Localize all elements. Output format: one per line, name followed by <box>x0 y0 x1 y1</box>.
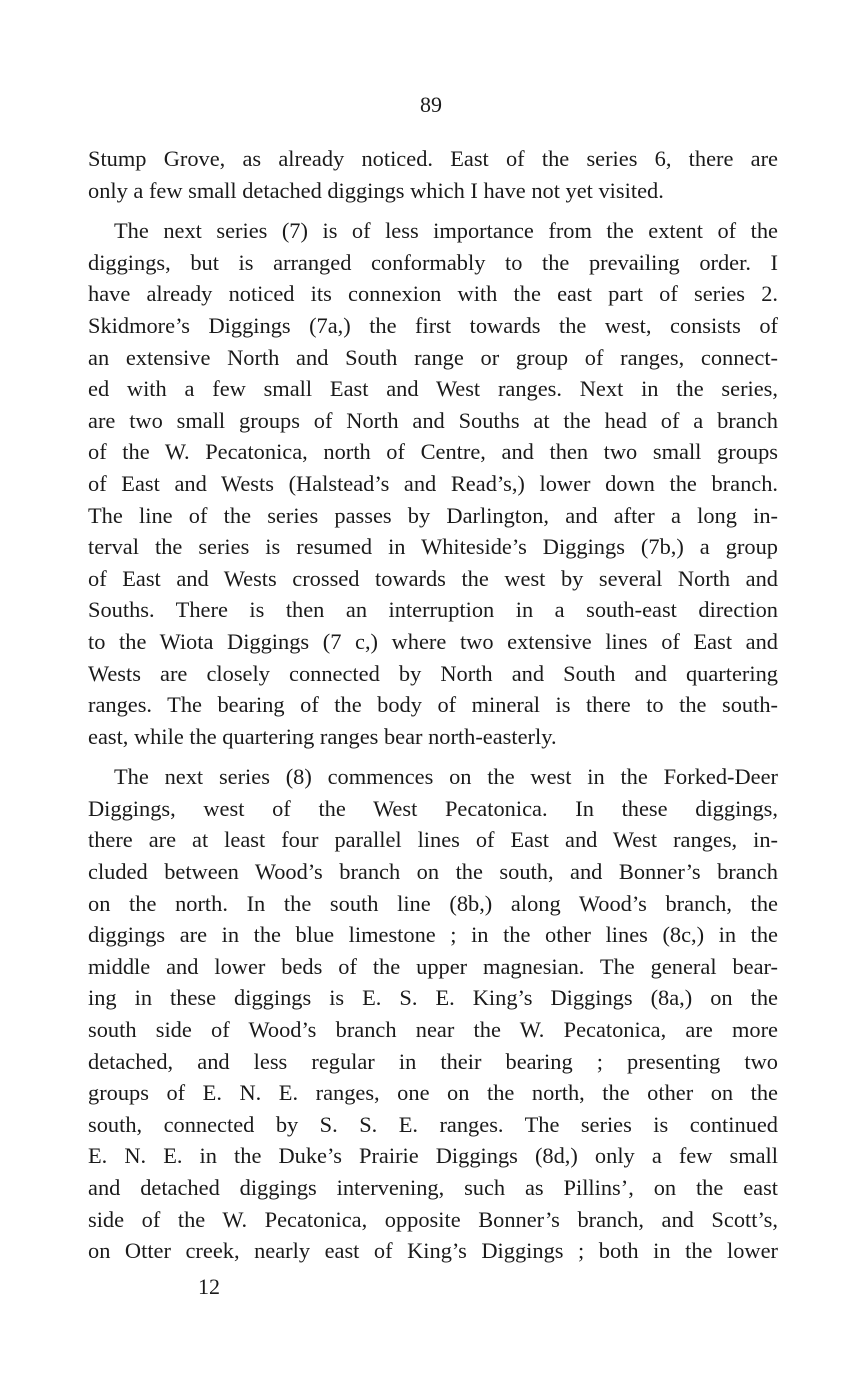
page-number: 89 <box>420 92 442 117</box>
text-line: only a few small detached diggings which I have not yet visited. <box>88 177 664 203</box>
body-text <box>88 143 778 1267</box>
text-line: cluded between Wood’s branch on the south, and Bonner’s branch <box>88 859 778 885</box>
text-line: detached, and less regular in their bearing ; presenting two <box>88 1048 778 1074</box>
text-line: Diggings, west of the West Pecatonica. In these diggings, <box>88 795 778 821</box>
paragraph <box>88 761 778 1267</box>
text-line: groups of E. N. E. ranges, one on the north, the other on the <box>88 1080 778 1106</box>
text-line: ranges. The bearing of the body of mineral is there to the south- <box>88 692 778 718</box>
text-line: Souths. There is then an interruption in a south-east direction <box>88 597 778 623</box>
text-line: terval the series is resumed in Whiteside’s Diggings (7b,) a group <box>88 534 778 560</box>
text-line: E. N. E. in the Duke’s Prairie Diggings (8d,) only a few small <box>88 1143 778 1169</box>
text-line: an extensive North and South range or group of ranges, connect- <box>88 344 778 370</box>
text-line: have already noticed its connexion with the east part of series 2. <box>88 281 778 307</box>
text-line: side of the W. Pecatonica, opposite Bonner’s branch, and Scott’s, <box>88 1206 778 1232</box>
text-line: of East and Wests crossed towards the west by several North and <box>88 565 778 591</box>
paragraph <box>88 215 778 752</box>
text-line: diggings are in the blue limestone ; in the other lines (8c,) in the <box>88 922 778 948</box>
text-line: Skidmore’s Diggings (7a,) the first towards the west, consists of <box>88 312 778 338</box>
text-line: on the north. In the south line (8b,) along Wood’s branch, the <box>88 890 778 916</box>
text-line: ing in these diggings is E. S. E. King’s Diggings (8a,) on the <box>88 985 778 1011</box>
text-line: to the Wiota Diggings (7 c,) where two extensive lines of East and <box>88 628 778 654</box>
text-line: The line of the series passes by Darlington, and after a long in- <box>88 502 778 528</box>
paragraph <box>88 143 778 206</box>
text-line: ed with a few small East and West ranges. Next in the series, <box>88 376 778 402</box>
text-line: are two small groups of North and Souths at the head of a branch <box>88 407 778 433</box>
signature-mark: 12 <box>198 1274 220 1299</box>
text-line: there are at least four parallel lines of East and West ranges, in- <box>88 827 778 853</box>
text-line: south side of Wood’s branch near the W. Pecatonica, are more <box>88 1017 778 1043</box>
text-line: middle and lower beds of the upper magnesian. The general bear- <box>88 953 778 979</box>
text-line: Stump Grove, as already noticed. East of the series 6, there are <box>88 146 778 171</box>
text-line: on Otter creek, nearly east of King’s Diggings ; both in the lower <box>88 1238 778 1264</box>
text-line: east, while the quartering ranges bear north-easterly. <box>88 723 557 749</box>
text-line: of the W. Pecatonica, north of Centre, and then two small groups <box>88 439 778 465</box>
text-line: and detached diggings intervening, such as Pillins’, on the east <box>88 1175 778 1200</box>
text-line: south, connected by S. S. E. ranges. The series is continued <box>88 1111 778 1137</box>
text-line: diggings, but is arranged conformably to the prevailing order. I <box>88 249 778 275</box>
text-line: The next series (8) commences on the west in the Forked-Deer <box>114 764 778 790</box>
text-line: The next series (7) is of less importance from the extent of the <box>114 218 778 244</box>
text-line: of East and Wests (Halstead’s and Read’s,) lower down the branch. <box>88 470 778 496</box>
text-line: Wests are closely connected by North and South and quartering <box>88 660 778 686</box>
